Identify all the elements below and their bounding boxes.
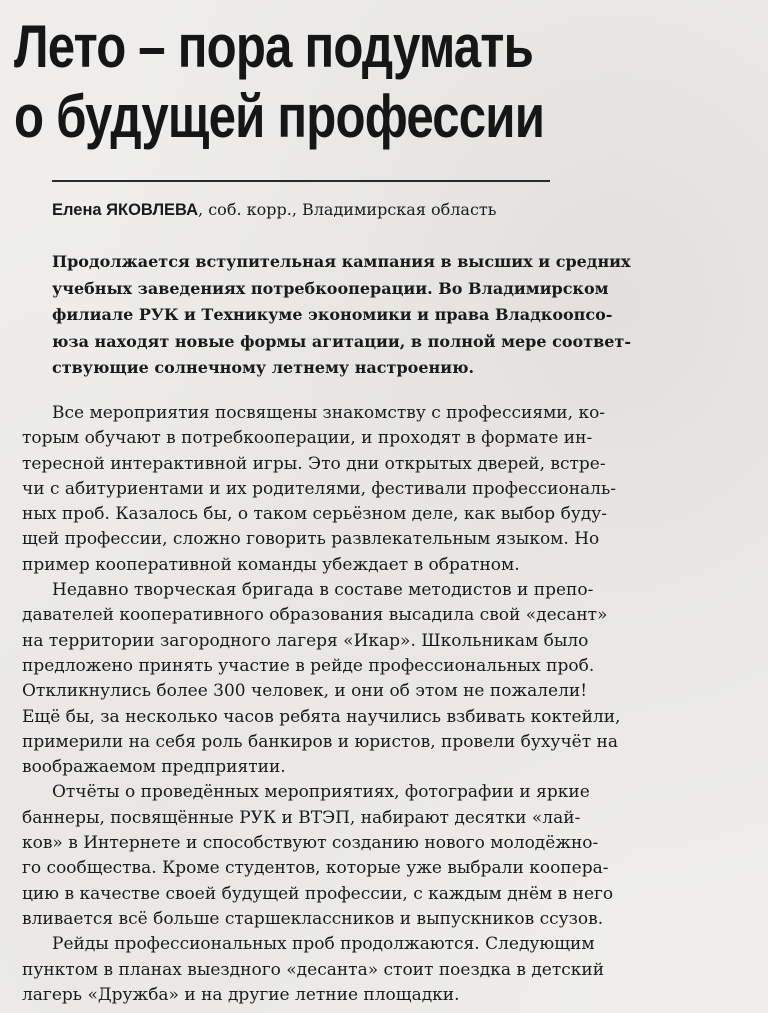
- body-line: баннеры, посвящённые РУК и ВТЭП, набирают десятки «лай-: [22, 807, 581, 828]
- body-line: тересной интерактивной игры. Это дни открытых дверей, встре-: [22, 453, 606, 474]
- body-paragraph: [22, 578, 642, 780]
- body-line: Все мероприятия посвящены знакомству с профессиями, ко-: [52, 403, 606, 423]
- body-line: цию в качестве своей будущей профессии, с каждым днём в него: [22, 883, 614, 904]
- body-line: Откликнулись более 300 человек, и они об этом не пожалели!: [22, 681, 588, 702]
- lead-paragraph: [52, 249, 652, 382]
- body-paragraph: [22, 932, 642, 1008]
- lead-line: юза находят новые формы агитации, в полной мере соответ-: [52, 331, 631, 351]
- article-body: [22, 401, 642, 1008]
- byline: [52, 199, 652, 221]
- headline-line: Лето – пора подумать: [14, 13, 534, 80]
- body-line: го сообщества. Кроме студентов, которые уже выбрали коопера-: [22, 858, 609, 879]
- body-line: лагерь «Дружба» и на другие летние площадки.: [22, 984, 460, 1005]
- headline-rule: [52, 180, 550, 182]
- body-line: давателей кооперативного образования высадила свой «десант»: [22, 605, 608, 626]
- byline-details: , соб. корр., Владимирская область: [198, 200, 497, 219]
- body-paragraph: [22, 780, 642, 932]
- byline-author: Елена ЯКОВЛЕВА: [52, 201, 199, 219]
- lead-line: филиале РУК и Техникуме экономики и права Владкоопсо-: [52, 305, 613, 324]
- lead-line: Продолжается вступительная кампания в высших и средних: [52, 252, 631, 271]
- body-line: предложено принять участие в рейде профессиональных проб.: [22, 655, 595, 676]
- body-line: торым обучают в потребкооперации, и проходят в формате ин-: [22, 428, 593, 449]
- body-line: щей профессии, сложно говорить развлекательным языком. Но: [22, 529, 600, 550]
- body-line: ков» в Интернете и способствуют созданию нового молодёжно-: [22, 833, 599, 854]
- body-line: Рейды профессиональных проб продолжаются. Следующим: [52, 934, 595, 955]
- body-line: воображаемом предприятии.: [22, 757, 286, 778]
- body-line: Недавно творческая бригада в составе методистов и препо-: [52, 580, 594, 601]
- lead-line: ствующие солнечному летнему настроению.: [52, 358, 475, 377]
- body-line: ных проб. Казалось бы, о таком серьёзном деле, как выбор буду-: [22, 504, 608, 525]
- body-line: на территории загородного лагеря «Икар». Школьникам было: [22, 630, 589, 651]
- headline-line: о будущей профессии: [14, 83, 545, 150]
- body-line: чи с абитуриентами и их родителями, фестивали профессиональ-: [22, 478, 616, 499]
- lead-line: учебных заведениях потребкооперации. Во Владимирском: [52, 278, 609, 298]
- body-paragraph: [22, 401, 642, 578]
- body-line: Ещё бы, за несколько часов ребята научились взбивать коктейли,: [22, 706, 621, 727]
- body-line: Отчёты о проведённых мероприятиях, фотографии и яркие: [52, 782, 590, 803]
- body-line: примерили на себя роль банкиров и юристов, провели бухучёт на: [22, 731, 619, 752]
- headline: [14, 12, 545, 152]
- body-line: пример кооперативной команды убеждает в обратном.: [22, 554, 520, 575]
- body-line: пунктом в планах выездного «десанта» стоит поездка в детский: [22, 959, 605, 980]
- body-line: вливается всё больше старшеклассников и выпускников ссузов.: [22, 908, 604, 929]
